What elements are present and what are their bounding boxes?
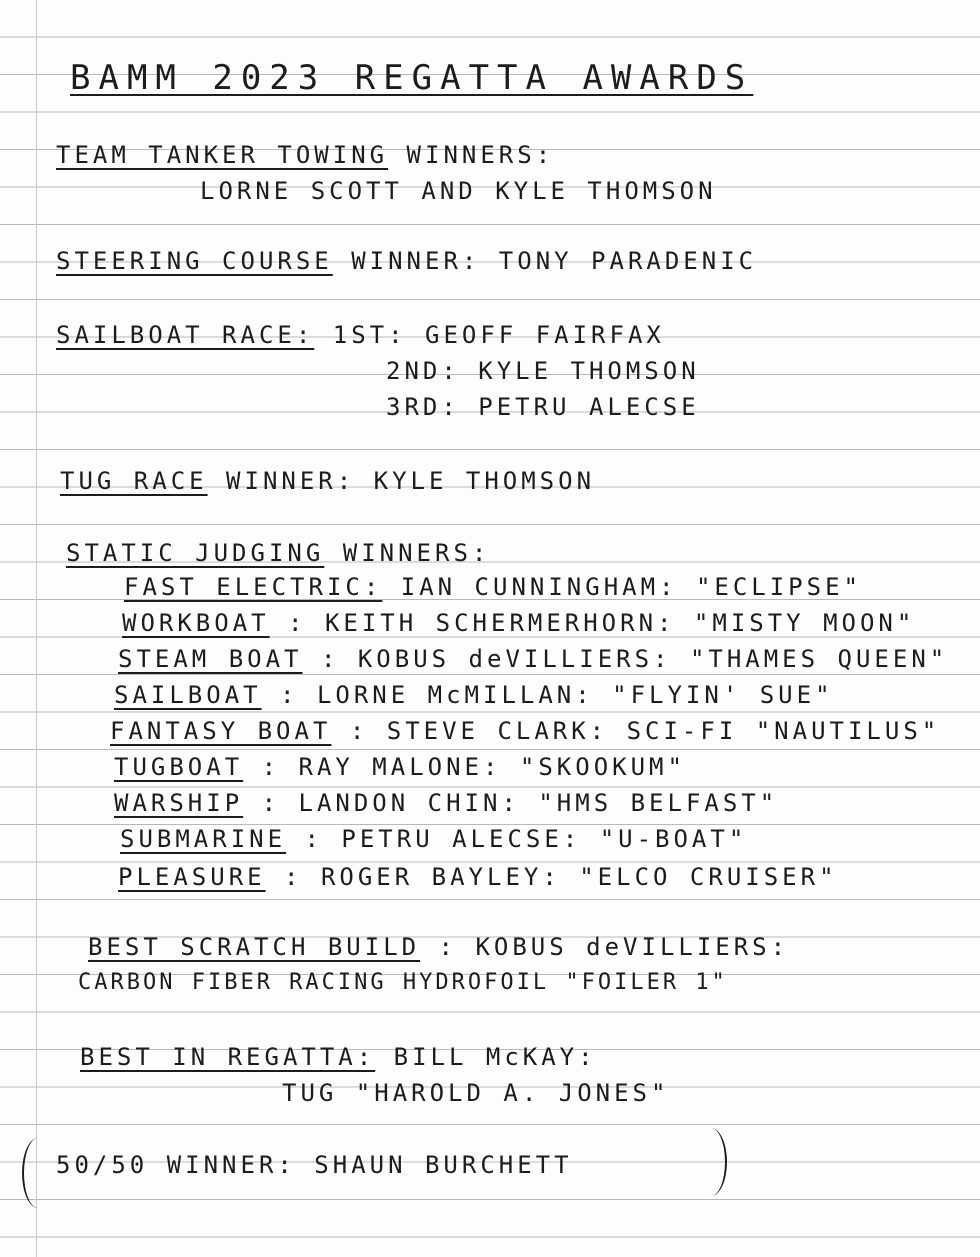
best-scratch-heading: [88, 932, 789, 962]
sailboat-race-label: SAILBOAT RACE:: [56, 321, 315, 349]
open-parenthesis: [22, 1138, 54, 1208]
best-in-regatta-detail: TUG "HAROLD A. JONES": [282, 1079, 670, 1107]
static-entry: [114, 680, 834, 710]
static-entry-category: STEAM BOAT: [118, 645, 303, 673]
fifty-fifty-winner: 50/50 WINNER: SHAUN BURCHETT: [56, 1151, 573, 1179]
team-tanker-suffix: WINNERS:: [406, 141, 555, 169]
static-entry-winner: IAN CUNNINGHAM: "ECLIPSE": [400, 573, 862, 601]
best-in-regatta-label: BEST IN REGATTA:: [80, 1043, 376, 1071]
tug-race-heading: [60, 466, 595, 496]
static-entry-winner: : PETRU ALECSE: "U-BOAT": [304, 825, 748, 853]
best-scratch-label: BEST SCRATCH BUILD: [88, 933, 421, 961]
steering-label: STEERING COURSE: [56, 247, 333, 275]
static-entry: [122, 608, 915, 638]
margin-line: [36, 0, 37, 1257]
steering-suffix: WINNER: TONY PARADENIC: [351, 247, 758, 275]
static-entry-category: TUGBOAT: [114, 753, 244, 781]
static-entry-winner: : RAY MALONE: "SKOOKUM": [261, 753, 686, 781]
static-entry-winner: : STEVE CLARK: SCI-FI "NAUTILUS": [349, 717, 941, 745]
sailboat-race-third: 3RD: PETRU ALECSE: [386, 393, 700, 421]
static-entry: [118, 644, 948, 674]
static-entry-winner: : KOBUS deVILLIERS: "THAMES QUEEN": [320, 645, 949, 673]
team-tanker-label: TEAM TANKER TOWING: [56, 141, 389, 169]
sailboat-race-second: 2ND: KYLE THOMSON: [386, 357, 700, 385]
static-judging-suffix: WINNERS:: [342, 539, 491, 567]
team-tanker-winners: LORNE SCOTT AND KYLE THOMSON: [200, 177, 717, 205]
tug-race-suffix: WINNER: KYLE THOMSON: [226, 467, 596, 495]
static-entry-winner: : KEITH SCHERMERHORN: "MISTY MOON": [288, 609, 916, 637]
static-entry: [114, 788, 778, 818]
static-entry-category: FAST ELECTRIC:: [124, 573, 383, 601]
sailboat-race-heading: [56, 320, 665, 350]
static-entry: [114, 752, 686, 782]
static-entry-winner: : LORNE McMILLAN: "FLYIN' SUE": [280, 681, 834, 709]
static-entry-winner: : LANDON CHIN: "HMS BELFAST": [261, 789, 779, 817]
sailboat-race-first: 1ST: GEOFF FAIRFAX: [332, 321, 665, 349]
static-entry: [118, 862, 838, 892]
static-entry: [110, 716, 940, 746]
team-tanker-heading: [56, 140, 554, 170]
static-entry-category: SAILBOAT: [114, 681, 262, 709]
close-parenthesis: [695, 1128, 727, 1196]
best-in-regatta-heading: [80, 1042, 597, 1072]
static-entry-category: WARSHIP: [114, 789, 244, 817]
static-judging-label: STATIC JUDGING: [66, 539, 325, 567]
best-in-regatta-suffix: BILL McKAY:: [393, 1043, 597, 1071]
static-entry-category: PLEASURE: [118, 863, 266, 891]
tug-race-label: TUG RACE: [60, 467, 208, 495]
static-entry: [124, 572, 862, 602]
best-scratch-detail: CARBON FIBER RACING HYDROFOIL "FOILER 1": [78, 970, 728, 995]
static-entry-winner: : ROGER BAYLEY: "ELCO CRUISER": [284, 863, 838, 891]
steering-heading: [56, 246, 757, 276]
static-entry-category: FANTASY BOAT: [110, 717, 332, 745]
static-entry-category: SUBMARINE: [120, 825, 287, 853]
static-entry-category: WORKBOAT: [122, 609, 270, 637]
best-scratch-suffix: : KOBUS deVILLIERS:: [438, 933, 790, 961]
page-title: BAMM 2023 REGATTA AWARDS: [70, 58, 754, 98]
static-judging-heading: [66, 538, 490, 568]
static-entry: [120, 824, 747, 854]
